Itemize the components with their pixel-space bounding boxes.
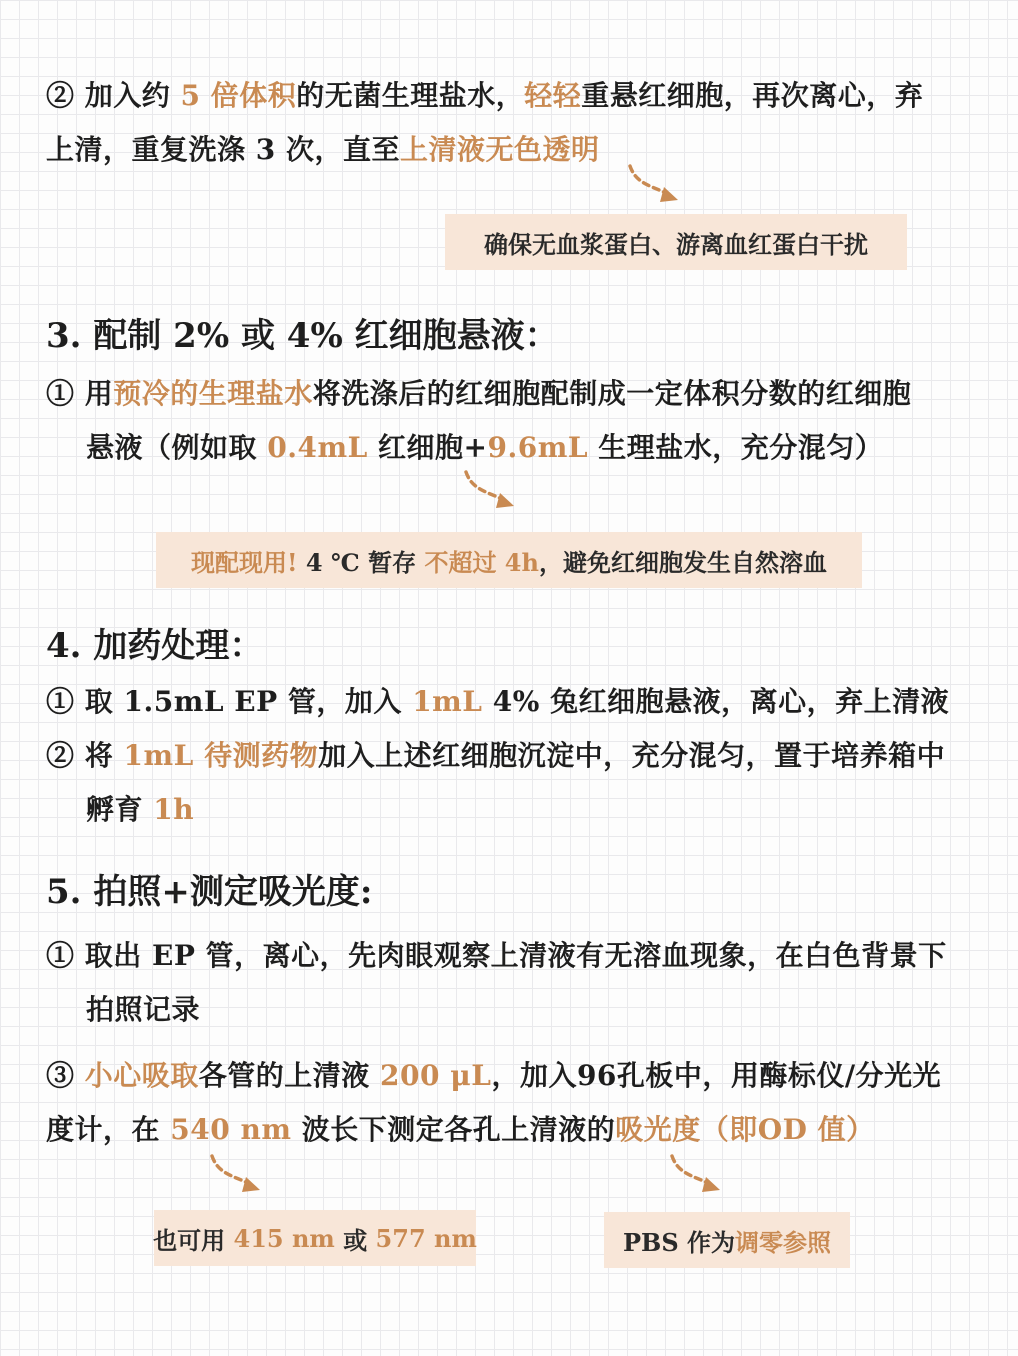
step2-line2: 上清，重复洗涤 3 次，直至上清液无色透明 bbox=[46, 133, 600, 166]
arrow-icon bbox=[204, 1150, 264, 1200]
section4-line2: ② 将 1mL 待测药物加入上述红细胞沉淀中，充分混匀，置于培养箱中 bbox=[46, 739, 946, 772]
note-wash: 确保无血浆蛋白、游离血红蛋白干扰 bbox=[445, 214, 907, 270]
section5-line2: 拍照记录 bbox=[86, 993, 201, 1026]
step2-line1: ② 加入约 5 倍体积的无菌生理盐水，轻轻重悬红细胞，再次离心，弃 bbox=[46, 79, 924, 112]
arrow-icon bbox=[458, 466, 518, 516]
section4-line3: 孵育 1h bbox=[86, 793, 195, 826]
section5-line4: 度计，在 540 nm 波长下测定各孔上清液的吸光度（即OD 值） bbox=[46, 1113, 875, 1146]
note-fresh: 现配现用! 4 ℃ 暂存 不超过 4h ，避免红细胞发生自然溶血 bbox=[156, 532, 862, 588]
section5-title: 5. 拍照+测定吸光度: bbox=[46, 872, 373, 912]
arrow-icon bbox=[664, 1150, 724, 1200]
section5-line1: ① 取出 EP 管，离心，先肉眼观察上清液有无溶血现象，在白色背景下 bbox=[46, 939, 947, 972]
section3-line2: 悬液（例如取 0.4mL 红细胞+9.6mL 生理盐水，充分混匀） bbox=[86, 431, 884, 464]
section5-line3: ③ 小心吸取各管的上清液 200 μL，加入96孔板中，用酶标仪/分光光 bbox=[46, 1059, 942, 1092]
note-pbs: PBS 作为 调零参照 bbox=[604, 1212, 850, 1268]
arrow-icon bbox=[622, 160, 682, 210]
section3-title: 3. 配制 2% 或 4% 红细胞悬液： bbox=[46, 316, 559, 356]
note-wavelength: 也可用 415 nm 或 577 nm bbox=[154, 1210, 476, 1266]
section3-line1: ① 用预冷的生理盐水将洗涤后的红细胞配制成一定体积分数的红细胞 bbox=[46, 377, 912, 410]
section4-line1: ① 取 1.5mL EP 管，加入 1mL 4% 兔红细胞悬液，离心，弃上清液 bbox=[46, 685, 950, 718]
section4-title: 4. 加药处理： bbox=[46, 626, 264, 666]
